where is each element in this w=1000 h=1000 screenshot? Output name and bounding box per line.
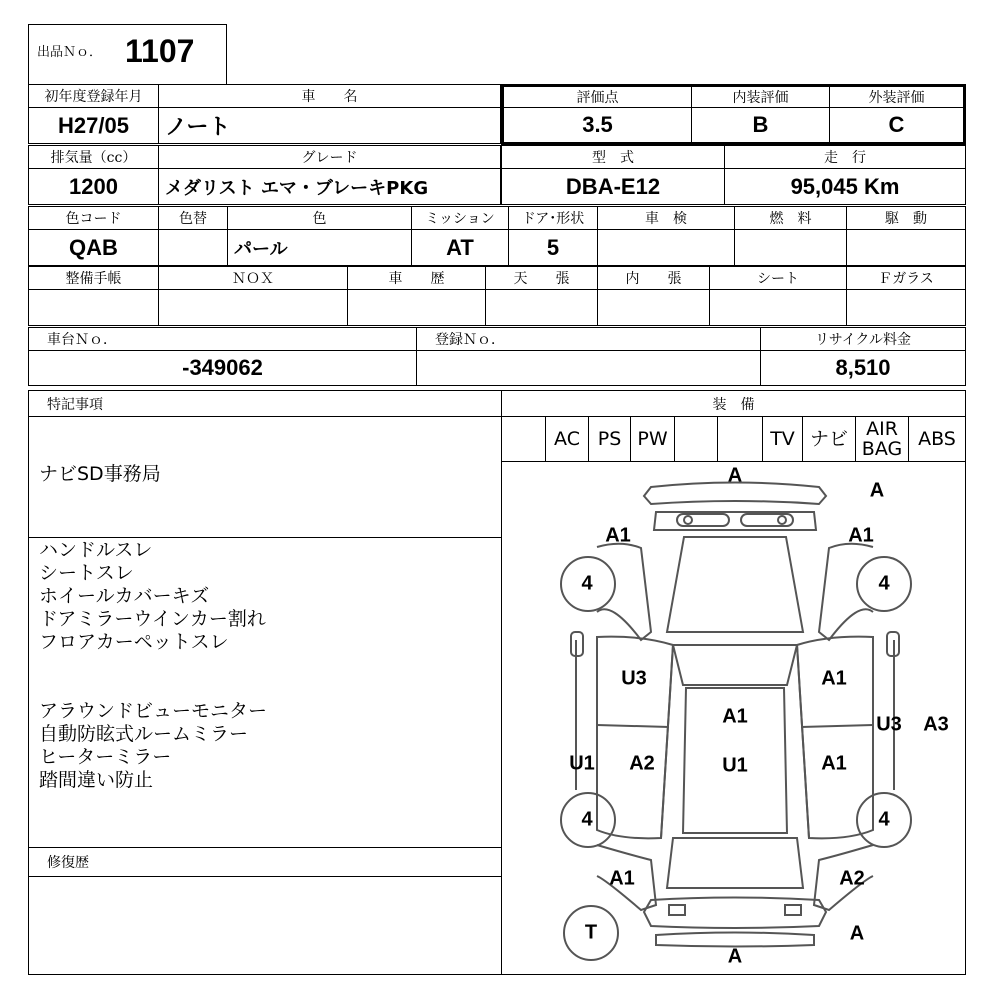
registration-value: H27/05 — [28, 107, 159, 144]
repaint-label: 色替 — [158, 206, 228, 230]
rear-bumper — [644, 898, 826, 929]
color-value: パール — [227, 229, 412, 266]
model-value: DBA-E12 — [501, 168, 725, 205]
maintenance-book-label: 整備手帳 — [28, 266, 159, 290]
car-name-label: 車 名 — [158, 84, 501, 108]
rear-window — [667, 838, 803, 888]
equipment-ps: PS — [588, 416, 631, 462]
inspection-value — [597, 229, 735, 266]
notes-line: ドアミラーウインカー割れ — [39, 608, 266, 630]
repair-history-label: 修復歴 — [28, 847, 502, 877]
front-left-fender — [597, 544, 651, 640]
spare-tire-grade: T — [584, 921, 598, 944]
equipment-blank-3 — [717, 416, 763, 462]
chassis-number-value: -349062 — [28, 350, 417, 386]
exterior-rating-value: C — [829, 107, 964, 143]
recycle-fee-value: 8,510 — [760, 350, 966, 386]
equipment-label: 装 備 — [501, 390, 966, 417]
front-emblem-left-dot — [684, 516, 692, 524]
vehicle-diagram — [501, 461, 966, 975]
car-history-label: 車 歴 — [347, 266, 486, 290]
fuel-value — [734, 229, 847, 266]
interior-trim-label: 内 張 — [597, 266, 710, 290]
equipment-airbag-line2: BAG — [861, 438, 903, 460]
notes-label: 特記事項 — [28, 390, 502, 417]
maintenance-book-value — [28, 289, 159, 326]
wheel-front-left-grade: 4 — [581, 572, 593, 595]
damage-mark: A1 — [848, 524, 874, 547]
drive-value — [846, 229, 966, 266]
displacement-value: 1200 — [28, 168, 159, 205]
wheel-rear-right-grade: 4 — [878, 808, 890, 831]
damage-mark: A — [727, 464, 743, 487]
inspection-label: 車 検 — [597, 206, 735, 230]
damage-mark: A1 — [722, 705, 748, 728]
exterior-rating-label: 外装評価 — [829, 86, 964, 108]
damage-mark: A2 — [629, 752, 655, 775]
sunroof-value — [485, 289, 598, 326]
displacement-label: 排気量（cc） — [28, 145, 159, 169]
nox-value — [158, 289, 348, 326]
notes-box-bottom — [28, 537, 502, 848]
notes-line: フロアカーペットスレ — [39, 631, 229, 653]
registration-label: 初年度登録年月 — [28, 84, 159, 108]
repair-history-box — [28, 876, 502, 975]
car-name-value: ノート — [158, 107, 501, 144]
damage-mark: A — [727, 945, 743, 968]
color-code-value: QAB — [28, 229, 159, 266]
color-code-label: 色コード — [28, 206, 159, 230]
notes-line: 踏間違い防止 — [39, 769, 154, 791]
notes-line: アラウンドビューモニター — [39, 700, 268, 722]
fuel-label: 燃 料 — [734, 206, 847, 230]
damage-mark: A — [869, 479, 885, 502]
equipment-ac: AC — [545, 416, 589, 462]
rear-lamp-right — [785, 905, 801, 915]
rear-under-bumper — [656, 933, 814, 947]
lot-number: 1107 — [125, 33, 195, 69]
interior-rating-value: B — [691, 107, 830, 143]
grade-label: グレード — [158, 145, 501, 169]
repaint-value — [158, 229, 228, 266]
front-right-fender — [819, 544, 873, 640]
damage-mark: U1 — [569, 752, 595, 775]
damage-mark: A1 — [821, 667, 847, 690]
right-door-divider — [801, 725, 873, 727]
damage-mark: U1 — [722, 754, 748, 777]
grade-value: メダリスト エマ・ブレーキPKG — [158, 168, 501, 205]
registration-number-label: 登録Ｎｏ． — [416, 327, 761, 351]
seat-label: シート — [709, 266, 847, 290]
front-emblem-right-dot — [778, 516, 786, 524]
recycle-fee-label: リサイクル料金 — [760, 327, 966, 351]
equipment-navi: ナビ — [802, 416, 856, 462]
notes-box-top — [28, 416, 502, 538]
wheel-rear-left-grade: 4 — [581, 808, 593, 831]
equipment-tv: TV — [762, 416, 803, 462]
damage-mark: U3 — [876, 713, 902, 736]
mileage-value: 95,045 Km — [724, 168, 966, 205]
equipment-abs: ABS — [908, 416, 966, 462]
sunroof-label: 天 張 — [485, 266, 598, 290]
left-door-divider — [597, 725, 669, 727]
model-label: 型 式 — [501, 145, 725, 169]
notes-line: ハンドルスレ — [39, 539, 153, 561]
front-grille — [654, 512, 816, 530]
drive-label: 駆 動 — [846, 206, 966, 230]
car-history-value — [347, 289, 486, 326]
equipment-airbag — [855, 416, 909, 462]
wheel-front-right-grade: 4 — [878, 572, 890, 595]
interior-trim-value — [597, 289, 710, 326]
notes-line: シートスレ — [39, 562, 134, 584]
lot-number-label: 出品Ｎｏ． — [37, 45, 103, 60]
mileage-label: 走 行 — [724, 145, 966, 169]
lot-number-box — [28, 24, 227, 85]
notes-line: ホイールカバーキズ — [39, 585, 210, 607]
score-value: 3.5 — [503, 107, 692, 143]
chassis-number-label: 車台Ｎｏ． — [28, 327, 417, 351]
damage-mark: A3 — [923, 713, 949, 736]
seat-value — [709, 289, 847, 326]
notes-line: ナビSD事務局 — [39, 463, 161, 485]
equipment-pw: PW — [630, 416, 675, 462]
front-glass-label: Ｆガラス — [846, 266, 966, 290]
mission-value: AT — [411, 229, 509, 266]
equipment-blank-2 — [674, 416, 718, 462]
score-label: 評価点 — [503, 86, 692, 108]
windshield — [673, 645, 797, 685]
rear-lamp-left — [669, 905, 685, 915]
damage-mark: A1 — [609, 867, 635, 890]
front-glass-value — [846, 289, 966, 326]
door-label: ドア･形状 — [508, 206, 598, 230]
damage-mark: A — [849, 922, 865, 945]
damage-mark: A1 — [821, 752, 847, 775]
color-label: 色 — [227, 206, 412, 230]
interior-rating-label: 内装評価 — [691, 86, 830, 108]
door-value: 5 — [508, 229, 598, 266]
registration-number-value — [416, 350, 761, 386]
damage-mark: U3 — [621, 667, 647, 690]
equipment-airbag-line1: AIR — [866, 418, 898, 440]
damage-mark: A2 — [839, 867, 865, 890]
equipment-blank-1 — [501, 416, 546, 462]
mission-label: ミッション — [411, 206, 509, 230]
nox-label: ＮＯＸ — [158, 266, 348, 290]
notes-line: ヒーターミラー — [39, 746, 172, 768]
damage-mark: A1 — [605, 524, 631, 547]
notes-line: 自動防眩式ルームミラー — [39, 723, 249, 745]
hood — [667, 537, 803, 632]
